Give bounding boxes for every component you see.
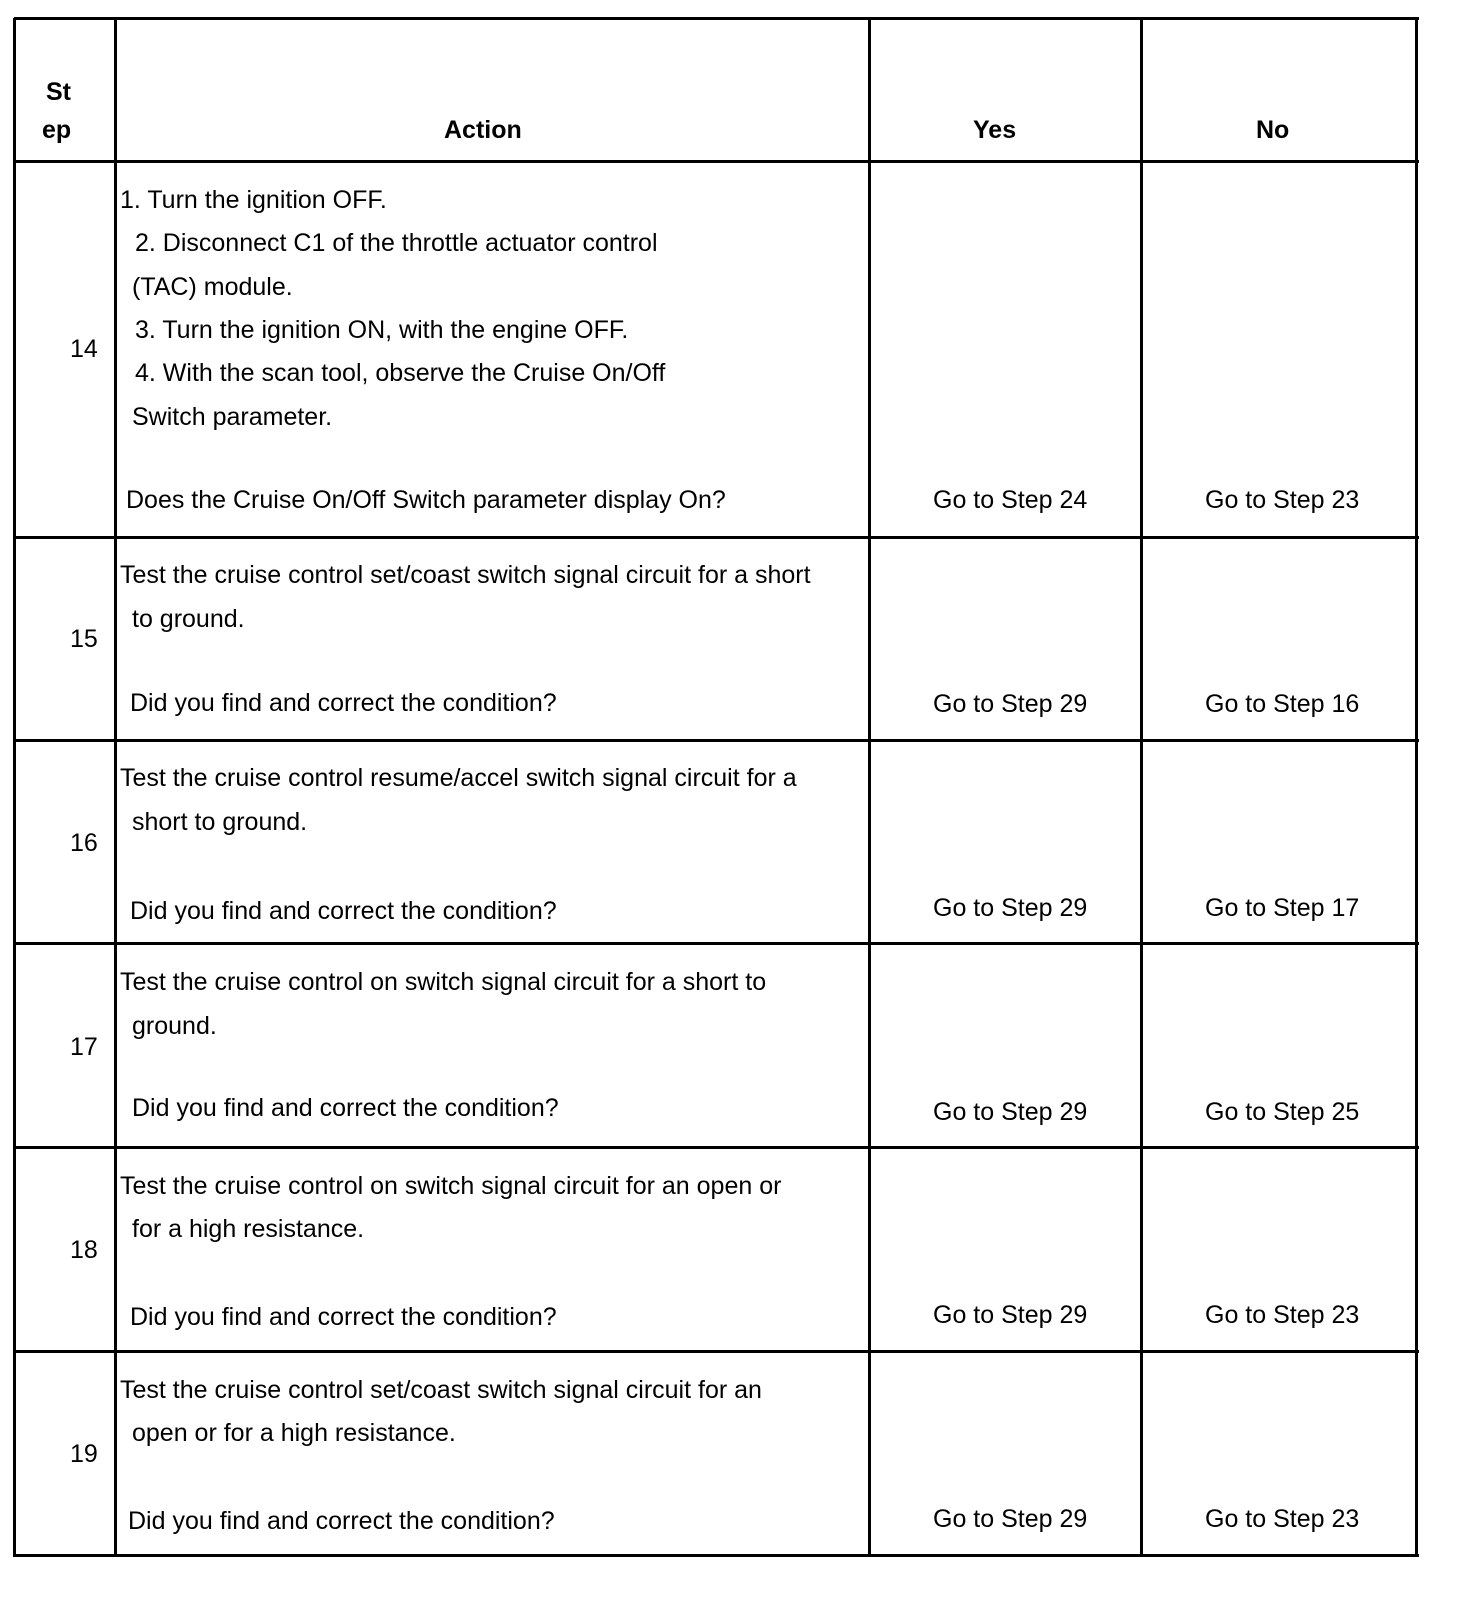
step-number: 19	[70, 1440, 98, 1468]
row-divider	[14, 739, 1419, 742]
action-line: Test the cruise control set/coast switch signal circuit for an	[120, 1376, 762, 1404]
action-question: Did you find and correct the condition?	[130, 689, 557, 717]
step-number: 18	[70, 1236, 98, 1264]
action-question: Does the Cruise On/Off Switch parameter display On?	[126, 486, 726, 514]
no-link[interactable]: Go to Step 17	[1205, 894, 1360, 922]
header-yes: Yes	[973, 116, 1017, 144]
no-link[interactable]: Go to Step 23	[1205, 1301, 1360, 1329]
action-line: Test the cruise control set/coast switch signal circuit for a short	[120, 561, 811, 589]
column-divider	[868, 18, 871, 1557]
step-number: 16	[70, 829, 98, 857]
column-divider	[1415, 18, 1418, 1557]
yes-link[interactable]: Go to Step 29	[933, 690, 1088, 718]
action-line: (TAC) module.	[132, 273, 293, 301]
step-number: 17	[70, 1033, 98, 1061]
header-step: ep	[42, 116, 72, 144]
no-link[interactable]: Go to Step 23	[1205, 486, 1360, 514]
row-divider	[14, 1146, 1419, 1149]
table-border-top	[14, 17, 1419, 20]
action-question: Did you find and correct the condition?	[132, 1094, 559, 1122]
header-action: Action	[444, 116, 522, 144]
action-line: open or for a high resistance.	[132, 1419, 456, 1447]
row-divider	[14, 536, 1419, 539]
header-no: No	[1256, 116, 1290, 144]
action-line: 1. Turn the ignition OFF.	[120, 186, 387, 214]
action-line: Test the cruise control on switch signal circuit for a short to	[120, 968, 767, 996]
no-link[interactable]: Go to Step 16	[1205, 690, 1360, 718]
column-divider	[1140, 18, 1143, 1557]
yes-link[interactable]: Go to Step 29	[933, 1505, 1088, 1533]
action-line: 2. Disconnect C1 of the throttle actuator control	[135, 229, 658, 257]
step-number: 15	[70, 625, 98, 653]
action-question: Did you find and correct the condition?	[130, 1303, 557, 1331]
row-divider	[14, 1350, 1419, 1353]
action-line: 3. Turn the ignition ON, with the engine OFF.	[135, 316, 629, 344]
action-line: 4. With the scan tool, observe the Cruise On/Off	[135, 359, 666, 387]
yes-link[interactable]: Go to Step 29	[933, 1301, 1088, 1329]
action-line: Test the cruise control on switch signal circuit for an open or	[120, 1172, 782, 1200]
no-link[interactable]: Go to Step 25	[1205, 1098, 1360, 1126]
table-border-bottom	[14, 1554, 1419, 1557]
row-divider	[14, 942, 1419, 945]
yes-link[interactable]: Go to Step 29	[933, 1098, 1088, 1126]
action-line: for a high resistance.	[132, 1215, 365, 1243]
action-line: Switch parameter.	[132, 403, 333, 431]
column-divider	[114, 18, 117, 1557]
no-link[interactable]: Go to Step 23	[1205, 1505, 1360, 1533]
step-number: 14	[70, 335, 98, 363]
action-question: Did you find and correct the condition?	[130, 897, 557, 925]
action-line: short to ground.	[132, 808, 308, 836]
action-line: ground.	[132, 1012, 217, 1040]
column-divider	[13, 18, 16, 1557]
header-step: St	[46, 78, 71, 106]
action-line: Test the cruise control resume/accel switch signal circuit for a	[120, 764, 797, 792]
action-question: Did you find and correct the condition?	[128, 1507, 555, 1535]
yes-link[interactable]: Go to Step 24	[933, 486, 1088, 514]
yes-link[interactable]: Go to Step 29	[933, 894, 1088, 922]
header-divider	[14, 160, 1419, 163]
action-line: to ground.	[132, 605, 245, 633]
